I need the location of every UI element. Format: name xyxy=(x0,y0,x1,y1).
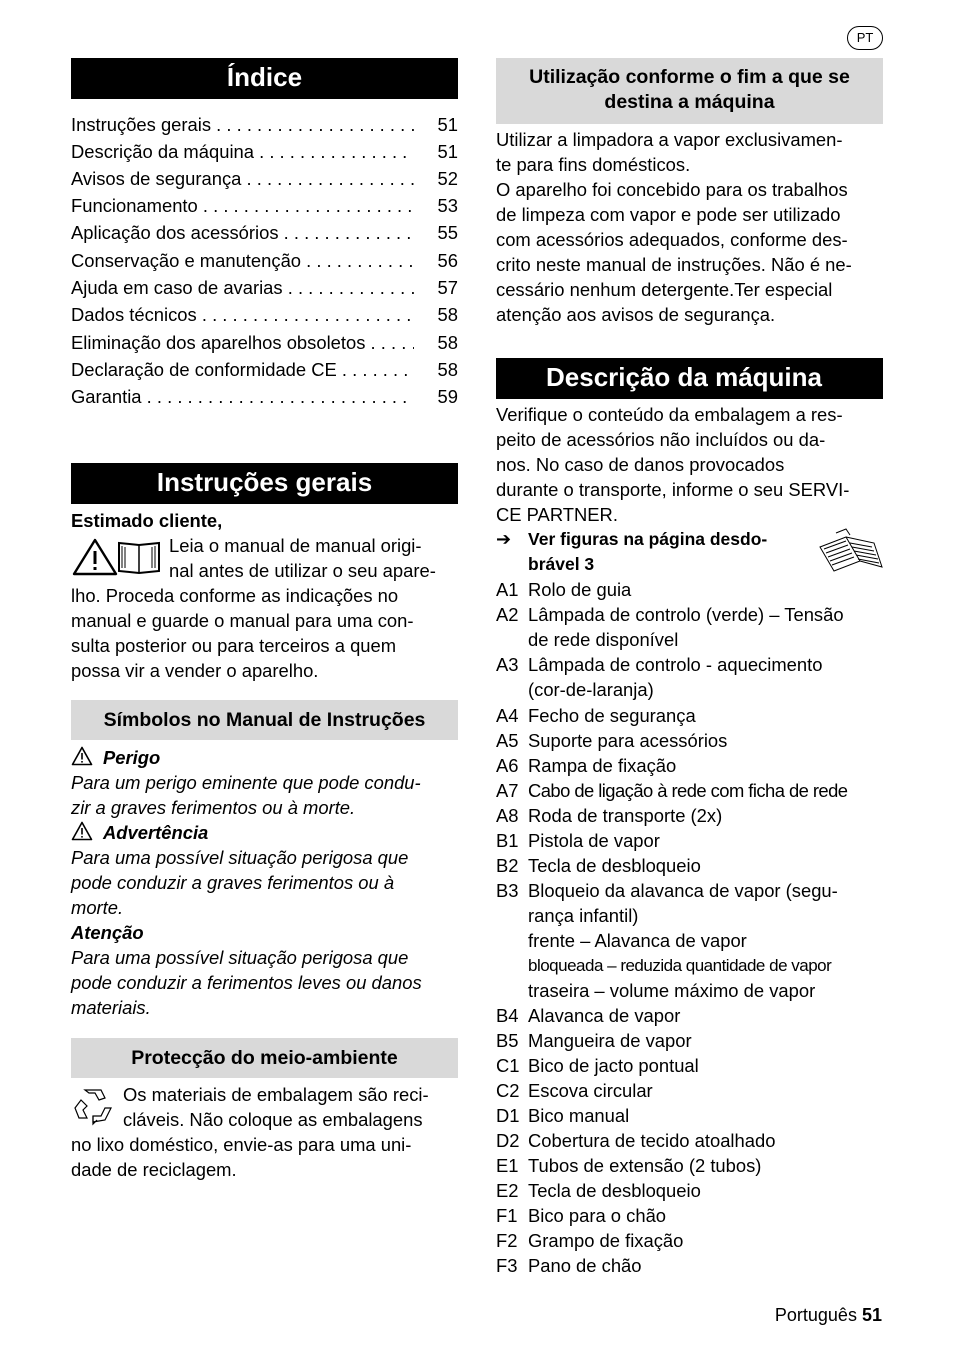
toc-entry-page: 51 xyxy=(437,114,458,135)
toc-entry-page: 58 xyxy=(437,359,458,380)
toc-entry-page: 55 xyxy=(437,222,458,243)
part-name-cont: (cor-de-laranja) xyxy=(528,679,654,700)
warning-text: morte. xyxy=(71,897,124,918)
caution-text: materiais. xyxy=(71,997,151,1018)
intended-use-text: O aparelho foi concebido para os trabalhos xyxy=(496,179,848,200)
arrow-icon: ➔ xyxy=(496,529,512,549)
toc-entry[interactable] xyxy=(71,330,458,355)
warning-text: Para uma possível situação perigosa que xyxy=(71,847,409,868)
part-name: Tubos de extensão (2 tubos) xyxy=(528,1155,762,1176)
toc-entry-title: Conservação e manutenção . . . xyxy=(71,248,414,273)
environment-text: no lixo doméstico, envie-as para uma uni- xyxy=(71,1134,412,1155)
toc-entry-title: Avisos de segurança . . . xyxy=(71,166,414,191)
intro-line: Leia o manual de manual origi- xyxy=(169,535,422,556)
environment-text: Os materiais de embalagem são reci- xyxy=(123,1084,429,1105)
toc-entry[interactable] xyxy=(71,384,458,409)
recycling-icon xyxy=(71,1086,115,1130)
page-footer xyxy=(775,1303,882,1328)
part-item xyxy=(496,1003,890,1028)
toc-entry-page: 58 xyxy=(437,304,458,325)
part-name: Fecho de segurança xyxy=(528,705,696,726)
intended-use-text: atenção aos avisos de segurança. xyxy=(496,304,776,325)
part-item xyxy=(496,602,890,627)
part-name: Cobertura de tecido atoalhado xyxy=(528,1130,776,1151)
part-code: B4 xyxy=(496,1005,519,1026)
toc-entry-title: Eliminação dos aparelhos obsoletos . . . xyxy=(71,330,414,355)
toc-heading: Índice xyxy=(71,58,458,99)
part-name: Bico de jacto pontual xyxy=(528,1055,699,1076)
caution-text: Para uma possível situação perigosa que xyxy=(71,947,409,968)
part-name-cont: de rede disponível xyxy=(528,629,679,650)
general-instructions-heading: Instruções gerais xyxy=(71,463,458,504)
description-text: CE PARTNER. xyxy=(496,504,618,525)
part-code: A4 xyxy=(496,705,519,726)
toc-entry[interactable] xyxy=(71,139,458,164)
part-code: B1 xyxy=(496,830,519,851)
toc-entry-title: Aplicação dos acessórios . . . xyxy=(71,220,414,245)
part-name: Rampa de fixação xyxy=(528,755,677,776)
symbols-heading: Símbolos no Manual de Instruções xyxy=(71,700,458,740)
intro-line: possa vir a vender o aparelho. xyxy=(71,660,319,681)
part-name-cont: traseira – volume máximo de vapor xyxy=(528,980,816,1001)
intro-line: lho. Proceda conforme as indicações no xyxy=(71,585,399,606)
part-name: Bico manual xyxy=(528,1105,630,1126)
toc-entry-page: 57 xyxy=(437,277,458,298)
part-code: A2 xyxy=(496,604,519,625)
toc-entry-title: Ajuda em caso de avarias . . . xyxy=(71,275,414,300)
intended-use-text: de limpeza com vapor e pode ser utilizado xyxy=(496,204,841,225)
part-code: A1 xyxy=(496,579,519,600)
part-name: Pano de chão xyxy=(528,1255,642,1276)
caution-text: pode conduzir a ferimentos leves ou danos xyxy=(71,972,422,993)
toc-entry[interactable] xyxy=(71,302,458,327)
part-code: F3 xyxy=(496,1255,518,1276)
intended-use-text: cessário nenhum detergente.Ter especial xyxy=(496,279,833,300)
toc-entry[interactable] xyxy=(71,275,458,300)
toc-entry-page: 51 xyxy=(437,141,458,162)
part-item xyxy=(496,853,890,878)
toc-entry-page: 52 xyxy=(437,168,458,189)
part-code: A6 xyxy=(496,755,519,776)
part-name: Tecla de desbloqueio xyxy=(528,1180,701,1201)
description-text: peito de acessórios não incluídos ou da- xyxy=(496,429,826,450)
read-manual-icon xyxy=(71,537,161,577)
part-item xyxy=(496,1128,890,1153)
part-code: C2 xyxy=(496,1080,520,1101)
toc-entry-page: 59 xyxy=(437,386,458,407)
part-item xyxy=(496,1178,890,1203)
intro-line: manual e guarde o manual para uma con- xyxy=(71,610,414,631)
intended-use-text: com acessórios adequados, conforme des- xyxy=(496,229,848,250)
part-code: A8 xyxy=(496,805,519,826)
environment-text: cláveis. Não coloque as embalagens xyxy=(123,1109,423,1130)
danger-triangle-icon xyxy=(71,746,95,766)
part-code: A5 xyxy=(496,730,519,751)
part-item xyxy=(496,778,890,803)
intended-use-heading xyxy=(496,58,883,124)
description-text: Verifique o conteúdo da embalagem a res- xyxy=(496,404,843,425)
part-item xyxy=(496,1228,890,1253)
toc-entry-title: Declaração de conformidade CE . . . xyxy=(71,357,414,382)
part-item xyxy=(496,577,890,602)
toc-entry[interactable] xyxy=(71,220,458,245)
intended-use-text: crito neste manual de instruções. Não é ne- xyxy=(496,254,852,275)
part-name: Lâmpada de controlo (verde) – Tensão xyxy=(528,604,844,625)
part-name: Escova circular xyxy=(528,1080,653,1101)
foldout-page-icon xyxy=(816,527,886,575)
part-name: Bico para o chão xyxy=(528,1205,667,1226)
warning-text: pode conduzir a graves ferimentos ou à xyxy=(71,872,395,893)
toc-entry-page: 56 xyxy=(437,250,458,271)
part-name: Lâmpada de controlo - aquecimento xyxy=(528,654,823,675)
greeting: Estimado cliente, xyxy=(71,510,223,531)
environment-heading: Protecção do meio-ambiente xyxy=(71,1038,458,1078)
part-code: E1 xyxy=(496,1155,519,1176)
description-text: durante o transporte, informe o seu SERVI- xyxy=(496,479,850,500)
danger-text: zir a graves ferimentos ou à morte. xyxy=(71,797,356,818)
danger-text: Para um perigo eminente que pode condu- xyxy=(71,772,421,793)
part-item xyxy=(496,1078,890,1103)
part-code: C1 xyxy=(496,1055,520,1076)
toc-entry[interactable] xyxy=(71,166,458,191)
part-name: Tecla de desbloqueio xyxy=(528,855,701,876)
toc-entry-title: Funcionamento . . . xyxy=(71,193,414,218)
part-item xyxy=(496,652,890,677)
part-item xyxy=(496,1103,890,1128)
toc-entry-title: Descrição da máquina . . . xyxy=(71,139,414,164)
part-name: Alavanca de vapor xyxy=(528,1005,681,1026)
part-name-cont: rança infantil) xyxy=(528,905,639,926)
part-name: Roda de transporte (2x) xyxy=(528,805,723,826)
part-code: A3 xyxy=(496,654,519,675)
part-code: B3 xyxy=(496,880,519,901)
part-item xyxy=(496,828,890,853)
part-name: Pistola de vapor xyxy=(528,830,660,851)
part-item xyxy=(496,1203,890,1228)
part-name: Bloqueio da alavanca de vapor (segu- xyxy=(528,880,838,901)
toc-entry[interactable] xyxy=(71,193,458,218)
caution-label: Atenção xyxy=(71,922,144,943)
part-code: D2 xyxy=(496,1130,520,1151)
part-name: Grampo de fixação xyxy=(528,1230,684,1251)
part-code: B5 xyxy=(496,1030,519,1051)
part-item xyxy=(496,803,890,828)
see-figures-text: brável 3 xyxy=(528,554,595,574)
description-heading: Descrição da máquina xyxy=(496,358,883,399)
part-code: E2 xyxy=(496,1180,519,1201)
toc-entry-title: Dados técnicos . . . xyxy=(71,302,414,327)
footer-page-number: 51 xyxy=(861,1305,882,1325)
intro-line: sulta posterior ou para terceiros a quem xyxy=(71,635,397,656)
part-item xyxy=(496,703,890,728)
part-name: Mangueira de vapor xyxy=(528,1030,692,1051)
part-item xyxy=(496,728,890,753)
part-item xyxy=(496,878,890,903)
toc-entry[interactable] xyxy=(71,112,458,137)
part-item xyxy=(496,1253,890,1278)
toc-entry[interactable] xyxy=(71,248,458,273)
part-item xyxy=(496,1028,890,1053)
description-text: nos. No caso de danos provocados xyxy=(496,454,785,475)
toc-entry-title: Garantia . . . xyxy=(71,384,414,409)
toc-entry[interactable] xyxy=(71,357,458,382)
warning-triangle-icon xyxy=(71,821,95,841)
part-code: A7 xyxy=(496,780,519,801)
part-name-cont: bloqueada – reduzida quantidade de vapor xyxy=(528,956,832,975)
environment-text: dade de reciclagem. xyxy=(71,1159,237,1180)
intended-use-text: Utilizar a limpadora a vapor exclusivamen- xyxy=(496,129,843,150)
part-item xyxy=(496,1053,890,1078)
part-name: Suporte para acessórios xyxy=(528,730,728,751)
part-code: F1 xyxy=(496,1205,518,1226)
see-figures-text: Ver figuras na página desdo- xyxy=(528,529,768,549)
part-code: D1 xyxy=(496,1105,520,1126)
part-code: F2 xyxy=(496,1230,518,1251)
warning-label: Advertência xyxy=(103,822,209,843)
toc-entry-title: Instruções gerais . . . xyxy=(71,112,414,137)
part-name: Rolo de guia xyxy=(528,579,632,600)
part-item xyxy=(496,1153,890,1178)
toc-entry-page: 58 xyxy=(437,332,458,353)
danger-label: Perigo xyxy=(103,747,161,768)
toc-entry-page: 53 xyxy=(437,195,458,216)
intended-use-heading-line: destina a máquina xyxy=(604,91,775,113)
part-name-cont: frente – Alavanca de vapor xyxy=(528,930,747,951)
language-badge: PT xyxy=(847,26,883,50)
part-code: B2 xyxy=(496,855,519,876)
footer-language: Português xyxy=(774,1305,857,1325)
intended-use-text: te para fins domésticos. xyxy=(496,154,691,175)
intended-use-heading-line: Utilização conforme o fim a que se xyxy=(529,66,850,88)
part-name: Cabo de ligação à rede com ficha de rede xyxy=(528,780,848,801)
intro-line: nal antes de utilizar o seu apare- xyxy=(169,560,436,581)
part-item xyxy=(496,753,890,778)
